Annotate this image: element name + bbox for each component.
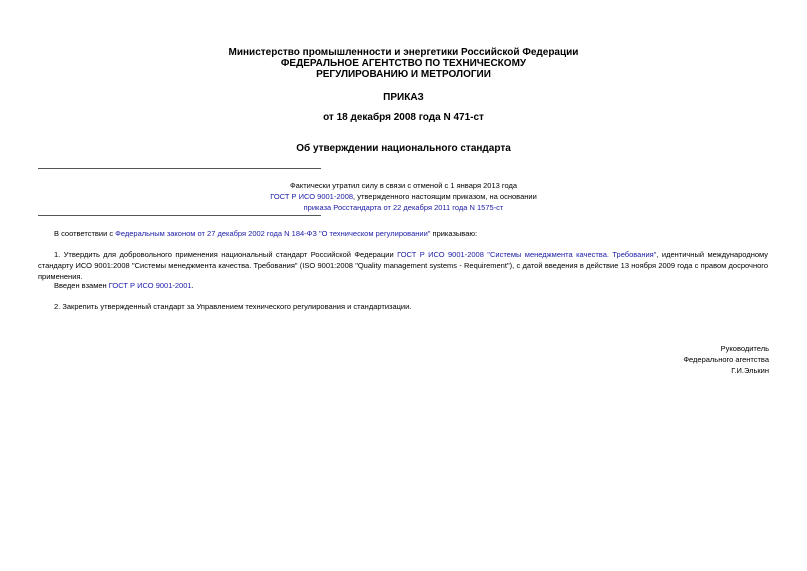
agency-heading-line2: РЕГУЛИРОВАНИЮ И МЕТРОЛОГИИ: [316, 69, 491, 80]
paragraph-item1: 1. Утвердить для добровольного применения национальный стандарт Российской Федерации ГОСТ Р ИСО 9001-2008 "Системы менеджмента качества. Требования", идентичный международному стандарту ИСО 9001:2008 "Системы менеджмента качества. Требования" (ISO 9001:2008 "Quality management systems - Requirement"), с датой введения в действие 13 ноября 2009 года с правом досрочного применения.: [38, 250, 768, 281]
federal-law-link[interactable]: Федеральным законом от 27 декабря 2002 года N 184-ФЗ "О техническом регулировании": [115, 229, 431, 238]
notice-line2: [0, 191, 807, 202]
date-number: от 18 декабря 2008 года N 471-ст: [323, 112, 484, 123]
gost-link[interactable]: ГОСТ Р ИСО 9001-2008: [270, 192, 354, 201]
notice-line1: Фактически утратил силу в связи с отменой с 1 января 2013 года: [289, 181, 517, 190]
gost-2001-link[interactable]: ГОСТ Р ИСО 9001-2001: [108, 281, 192, 290]
paragraph-replaced: Введен взамен ГОСТ Р ИСО 9001-2001.: [54, 281, 194, 290]
signature-title: Руководитель: [720, 344, 769, 353]
paragraph-item2: 2. Закрепить утвержденный стандарт за Управлением технического регулирования и стандартизации.: [54, 302, 412, 311]
doc-type: ПРИКАЗ: [383, 92, 424, 103]
gost-standard-link[interactable]: ГОСТ Р ИСО 9001-2008 "Системы менеджмента качества. Требования": [397, 250, 657, 259]
divider-bottom: [38, 215, 321, 216]
signature-agency: Федерального агентства: [683, 355, 769, 364]
page-title: Об утверждении национального стандарта: [296, 143, 511, 154]
signature-name: Г.И.Элькин: [731, 366, 769, 375]
agency-heading-line1: ФЕДЕРАЛЬНОЕ АГЕНТСТВО ПО ТЕХНИЧЕСКОМУ: [280, 58, 527, 69]
paragraph-preamble: В соответствии с Федеральным законом от 27 декабря 2002 года N 184-ФЗ "О техническом регулировании" приказываю:: [54, 229, 478, 238]
divider-top: [38, 168, 321, 169]
notice-line2-text: , утвержденного настоящим приказом, на основании: [353, 192, 537, 201]
ministry-heading: Министерство промышленности и энергетики Российской Федерации: [228, 47, 579, 58]
notice-line3: [0, 202, 807, 213]
rosstandart-order-link[interactable]: приказа Росстандарта от 22 декабря 2011 года N 1575-ст: [303, 203, 504, 212]
